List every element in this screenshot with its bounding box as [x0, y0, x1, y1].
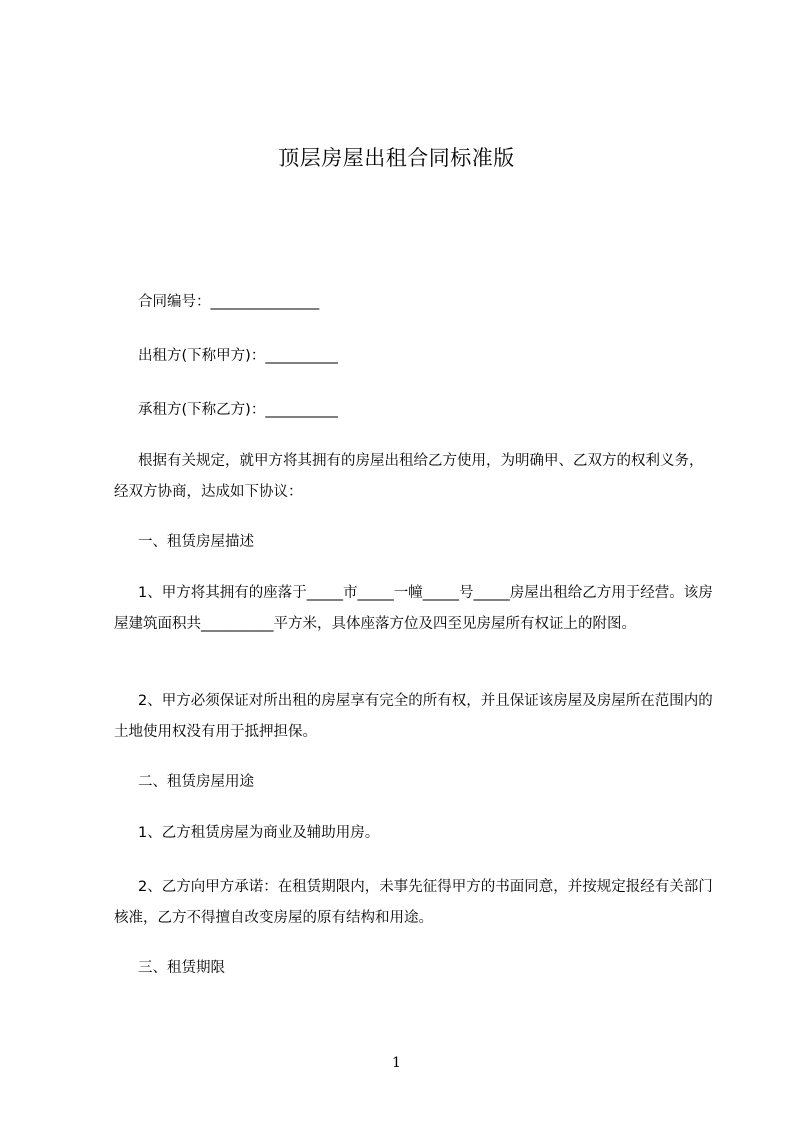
preamble-paragraph: 根据有关规定，就甲方将其拥有的房屋出租给乙方使用，为明确甲、乙双方的权利义务，经双方协商，达成如下协议：	[114, 453, 704, 500]
clause-2-1: 1、乙方租赁房屋为商业及辅助用房。	[138, 825, 380, 841]
section-heading-2: 二、租赁房屋用途	[138, 774, 254, 790]
lessee-field: 承租方(下称乙方)：__________	[138, 402, 338, 418]
lessor-field: 出租方(下称甲方)：__________	[138, 348, 338, 364]
clause-2-2: 2、乙方向甲方承诺：在租赁期限内，未事先征得甲方的书面同意，并按规定报经有关部门核准，乙方不得擅自改变房屋的原有结构和用途。	[114, 879, 713, 926]
clause-1-1: 1、甲方将其拥有的座落于_____市_____一幢_____号_____房屋出租给乙方用于经营。该房屋建筑面积共__________平方米，具体座落方位及四至见房屋所有权证上的附图。	[114, 585, 713, 632]
section-heading-3: 三、租赁期限	[138, 960, 225, 976]
clause-1-2: 2、甲方必须保证对所出租的房屋享有完全的所有权，并且保证该房屋及房屋所在范围内的土地使用权没有用于抵押担保。	[114, 693, 713, 740]
section-heading-1: 一、租赁房屋描述	[138, 534, 254, 550]
page-number: 1	[392, 1055, 401, 1071]
contract-number-field: 合同编号：_______________	[138, 294, 320, 310]
document-title: 顶层房屋出租合同标准版	[278, 146, 515, 170]
